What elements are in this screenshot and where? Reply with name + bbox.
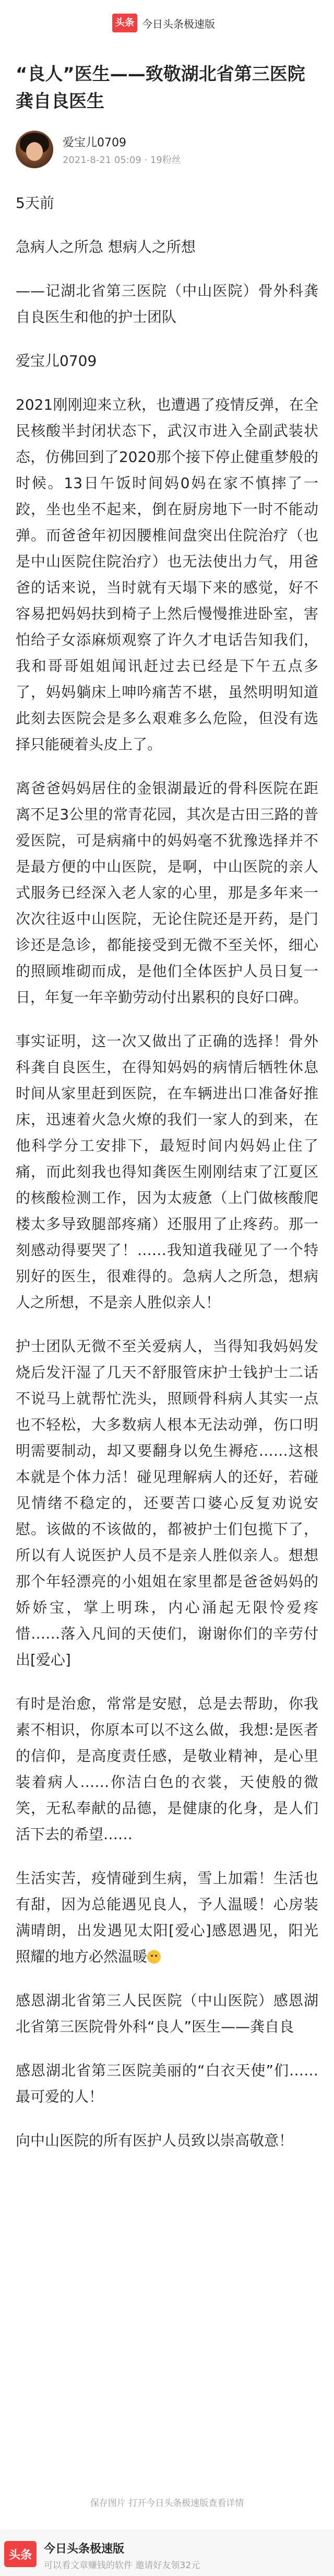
bottom-app-title: 今日头条极速版 <box>44 2543 125 2556</box>
bottom-app-subtitle: 可以看文章赚钱的软件 邀请好友领32元 <box>44 2560 200 2571</box>
paragraph-story-1: 2021刚刚迎来立秋，也遭遇了疫情反弹，在全民核酸半封闭状态下，武汉市进入全副武装状态，仿佛回到了2020那个接下停止健重梦般的时候。13日午饭时间妈0妈在家不慎摔了一跤，坐也坐不起来，倒在厨房地下一时不能动弹。而爸爸年初因腰椎间盘突出住院治疗（也是中山医院住院治疗）也无法使出力气，用爸爸的话来说，当时就有天塌下来的感觉，好不容易把妈妈扶到椅子上然后慢慢推进卧室，害怕给子女添麻烦观察了许久才电话告知我们，我和哥哥姐姐闻讯赶过去已经是下午五点多了，妈妈躺床上呻吟痛苦不堪，虽然明明知道此刻去医院会是多么艰难多么危险，但没有选择只能硬着头皮上了。 <box>16 396 318 753</box>
paragraph-dedication: ——记湖北省第三医院（中山医院）骨外科龚自良医生和他的护士团队 <box>16 282 318 326</box>
bottom-download-bar[interactable] <box>0 2530 334 2576</box>
author-avatar-icon[interactable] <box>16 131 53 168</box>
article <box>0 46 334 2172</box>
author-meta: 2021-8-21 05:09 · 19粉丝 <box>63 155 181 166</box>
author-name[interactable]: 爱宝儿0709 <box>63 136 126 149</box>
app-title[interactable]: 今日头条极速版 <box>142 18 215 30</box>
article-body <box>16 190 318 2154</box>
paragraph-story-4: 护士团队无微不至关爱病人，当得知我妈妈发烧后发汗湿了几天不舒服管床护士钱护士二话不说马上就帮忙洗头，照顾骨科病人其实一点也不轻松，大多数病人根本无法动弹，伤口明明需要制动，却又要翻身以免生褥疮……这根本就是个体力活！碰见理解病人的还好，若碰见情绪不稳定的，还要苦口婆心反复劝说安慰。该做的不该做的，都被护士们包揽下了，所以有人说医护人员不是亲人胜似亲人。想想那个年轻漂亮的小姐姐在家里都是爸爸妈妈的娇娇宝，掌上明珠，内心涌起无限怜爱疼惜……落入凡间的天使们，谢谢你们的辛劳付出[爱心] <box>16 1338 318 1668</box>
paragraph-subtitle: 急病人之所急 想病人之所想 <box>16 238 196 256</box>
paragraph-story-2: 离爸爸妈妈居住的金银湖最近的骨科医院在距离不足3公里的常青花园，其次是古田三路的普爱医院，可是病痛中的妈妈毫不犹豫选择并不是最方便的中山医院，是啊，中山医院的亲人式服务已经深入老人家的心里，那是多年来一次次往返中山医院，无论住院还是开药，是门诊还是急诊，都能接受到无微不至关怀，细心的照顾堆砌而成，是他们全体医护人员日复一日，年复一年辛勤劳动付出累积的良好口碑。 <box>16 780 318 1006</box>
author-row <box>16 131 318 168</box>
sad-face-emoji-icon <box>147 1950 161 1964</box>
avatar-face <box>26 142 43 161</box>
top-app-bar <box>0 0 334 46</box>
paragraph-thanks-3: 向中山医院的所有医护人员致以崇高敬意！ <box>16 2132 294 2149</box>
paragraph-story-3: 事实证明，这一次又做出了正确的选择！骨外科龚自良医生，在得知妈妈的病情后牺牲休息时间从家里赶到医院，在车辆进出口准备好推床，迅速着火急火燎的我们一家人的到来，在他科学分工安排下，最短时间内妈妈止住了痛，而此刻我也得知龚医生刚刚结束了江夏区的核酸检测工作，因为太疲惫（上门做核酸爬楼太多导致腿部疼痛）还服用了止疼药。那一刻感动得要哭了！……我知道我碰见了一个特别好的医生，很难得的。急病人之所急，想病人之所想，不是亲人胜似亲人！ <box>16 1032 318 1311</box>
paragraph-byline: 爱宝儿0709 <box>16 352 97 369</box>
paragraph-story-6-text: 生活实苦，疫情碰到生病，雪上加霜！生活也有甜，因为总能遇见良人，予人温暖！心房装满晴朗，出发遇见太阳[爱心]感恩遇见，阳光照耀的地方必然温暖 <box>16 1870 318 1965</box>
toutiao-logo-icon[interactable]: 头条 <box>112 14 137 32</box>
paragraph-thanks-1: 感恩湖北省第三人民医院（中山医院）感恩湖北省第三医院骨外科“良人”医生——龚自良 <box>16 1992 318 2035</box>
article-title: “良人”医生——致敬湖北省第三医院龚自良医生 <box>16 64 305 112</box>
paragraph-story-5: 有时是治愈，常常是安慰，总是去帮助，你我素不相识，你原本可以不这么做，我想:是医者的信仰，是高度责任感，是敬业精神，是心里装着病人……你洁白色的衣裳，天使般的微笑，无私奉献的品德，是健康的化身，是人们活下去的希望…… <box>16 1695 318 1843</box>
toutiao-bottom-logo-icon: 头条 <box>4 2541 37 2567</box>
paragraph-thanks-2: 感恩湖北省第三医院美丽的“白衣天使”们……最可爱的人！ <box>16 2062 318 2105</box>
save-image-tip: 保存图片 打开今日头条极速版查看详情 <box>90 2498 244 2509</box>
paragraph-date: 5天前 <box>16 194 54 212</box>
paragraph-story-6 <box>16 1865 318 1970</box>
